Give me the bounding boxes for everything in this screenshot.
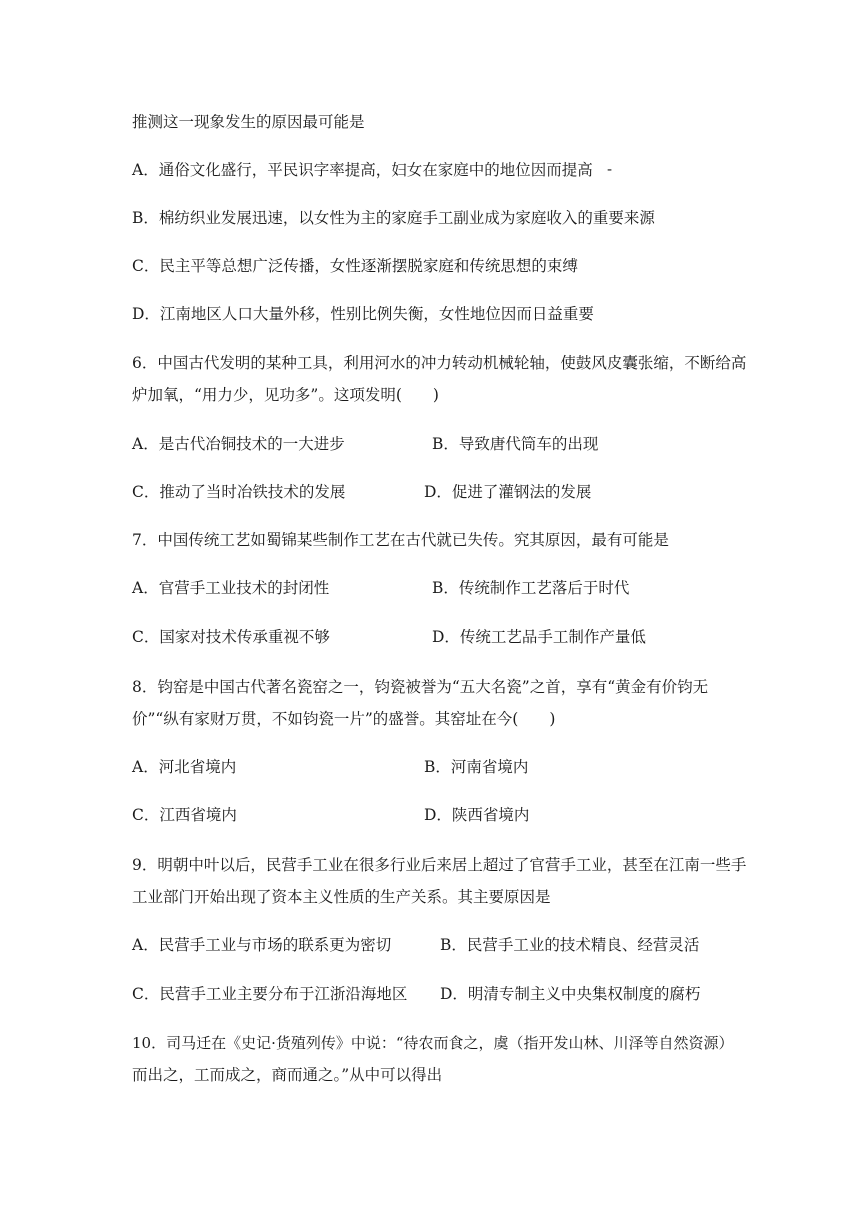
q5-option-b: B．棉纺织业发展迅速，以女性为主的家庭手工副业成为家庭收入的重要来源 <box>132 209 655 227</box>
q6-stem-line1: 6．中国古代发明的某种工具，利用河水的冲力转动机械轮轴，使鼓风皮囊张缩，不断给高 <box>132 354 747 372</box>
q6-option-c: C．推动了当时冶铁技术的发展 <box>132 483 346 501</box>
q8-option-d: D．陕西省境内 <box>424 806 530 824</box>
q7-option-a: A．官营手工业技术的封闭性 <box>132 579 330 597</box>
q5-option-d: D．江南地区人口大量外移，性别比例失衡，女性地位因而日益重要 <box>132 305 594 323</box>
q7-stem: 7．中国传统工艺如蜀锦某些制作工艺在古代就已失传。究其原因，最有可能是 <box>132 531 669 549</box>
q8-stem-line2: 价”“纵有家财万贯，不如钧瓷一片”的盛誉。其窑址在今( ) <box>132 710 556 728</box>
q5-option-a: A．通俗文化盛行，平民识字率提高，妇女在家庭中的地位因而提高 <box>132 161 593 179</box>
q6-option-a: A．是古代冶铜技术的一大进步 <box>132 435 345 453</box>
q10-stem-line1: 10．司马迁在《史记·货殖列传》中说：“待农而食之，虞（指开发山林、川泽等自然资源） <box>132 1034 734 1052</box>
q6-stem-line2: 炉加氧，“用力少，见功多”。这项发明( ) <box>132 386 439 404</box>
q7-option-d: D．传统工艺品手工制作产量低 <box>432 628 646 646</box>
q9-option-c: C．民营手工业主要分布于江浙沿海地区 <box>132 985 408 1003</box>
q9-option-b: B．民营手工业的技术精良、经营灵活 <box>440 936 700 954</box>
q8-option-a: A．河北省境内 <box>132 758 237 776</box>
q5-option-c: C．民主平等总想广泛传播，女性逐渐摆脱家庭和传统思想的束缚 <box>132 257 578 275</box>
q9-stem-line2: 工业部门开始出现了资本主义性质的生产关系。其主要原因是 <box>132 888 551 906</box>
stray-mark: - <box>607 160 613 178</box>
q8-option-c: C．江西省境内 <box>132 806 237 824</box>
q7-option-b: B．传统制作工艺落后于时代 <box>432 579 630 597</box>
q7-option-c: C．国家对技术传承重视不够 <box>132 628 330 646</box>
q9-option-a: A．民营手工业与市场的联系更为密切 <box>132 936 392 954</box>
q5-stem-tail: 推测这一现象发生的原因最可能是 <box>132 113 365 131</box>
q9-stem-line1: 9．明朝中叶以后，民营手工业在很多行业后来居上超过了官营手工业，甚至在江南一些手 <box>132 856 747 874</box>
q6-option-d: D．促进了灌钢法的发展 <box>424 483 592 501</box>
q9-option-d: D．明清专制主义中央集权制度的腐朽 <box>440 985 701 1003</box>
q8-stem-line1: 8．钧窑是中国古代著名瓷窑之一，钧瓷被誉为“五大名瓷”之首，享有“黄金有价钧无 <box>132 678 709 696</box>
q8-option-b: B．河南省境内 <box>424 758 529 776</box>
q6-option-b: B．导致唐代筒车的出现 <box>432 435 599 453</box>
q10-stem-line2: 而出之，工而成之，商而通之。”从中可以得出 <box>132 1066 443 1084</box>
